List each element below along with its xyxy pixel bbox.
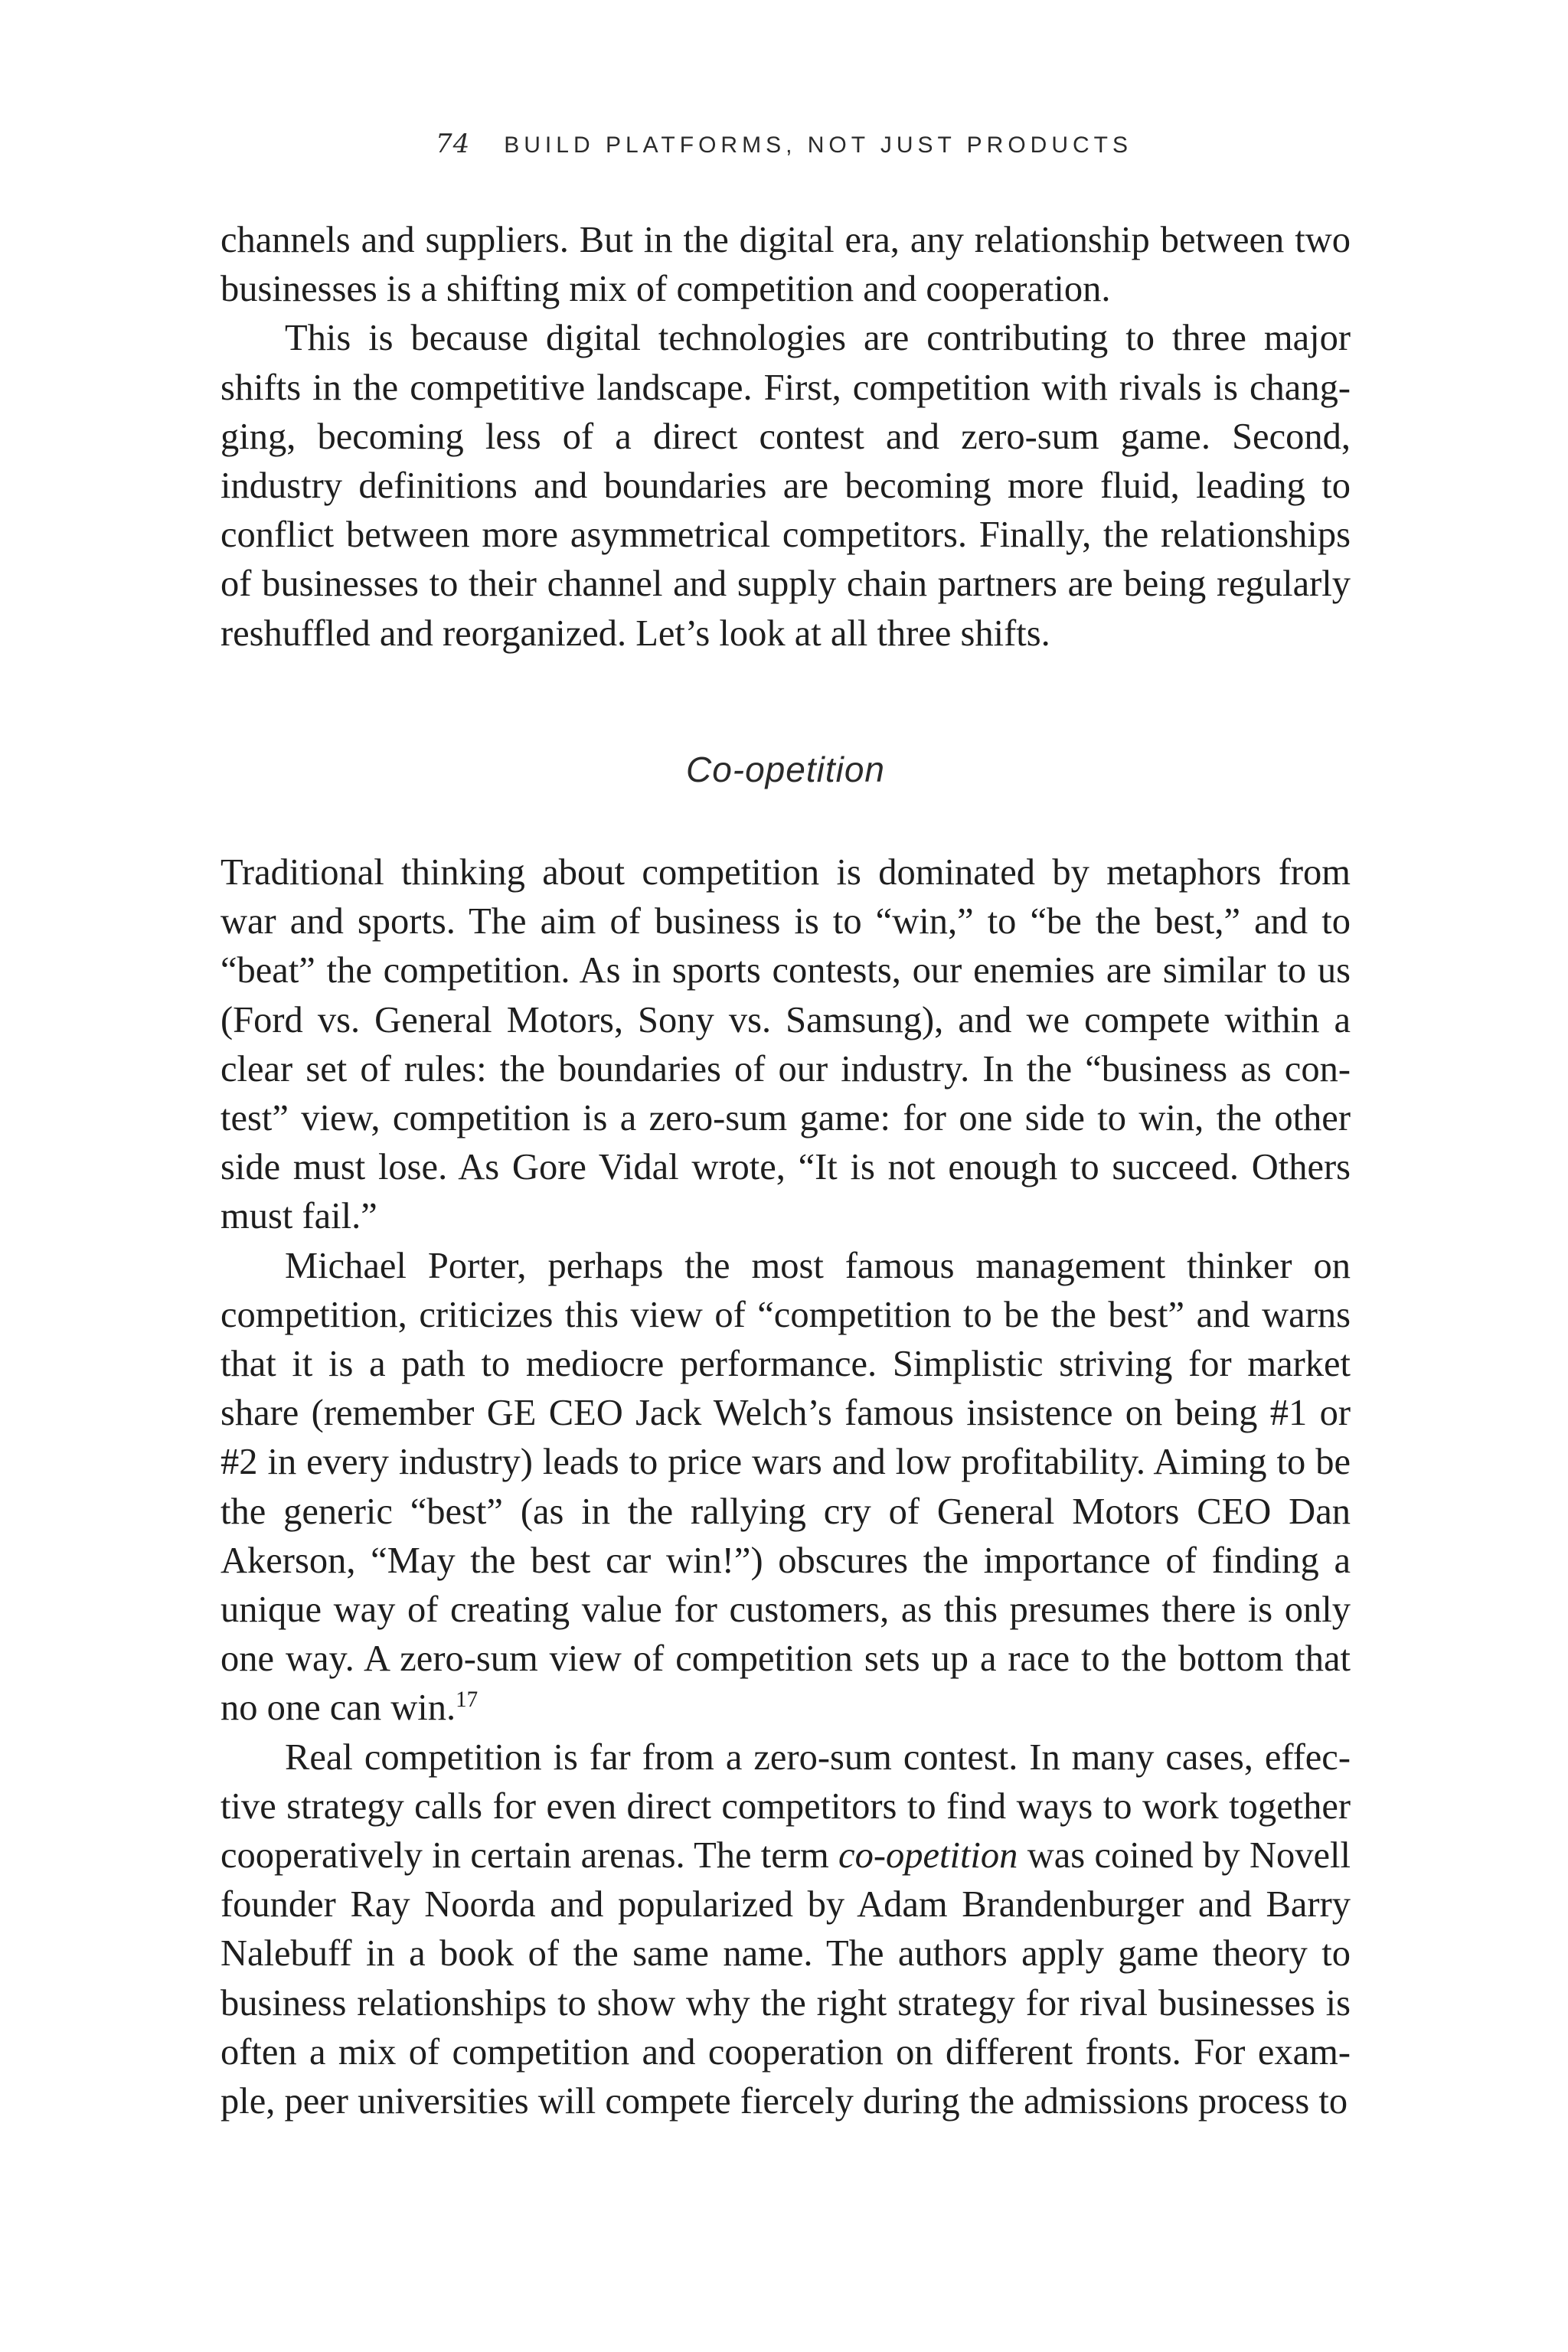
body-text-section <box>220 848 1351 2126</box>
body-text-top <box>220 216 1351 658</box>
running-header <box>0 129 1568 159</box>
paragraph-real-competition-start: Real competition is far from a zero-sum contest. In many cases, effective strategy calls for even direct competitors to find ways to work together cooperatively in certain arenas. The term <box>220 1736 1351 1877</box>
paragraph-real-competition <box>220 1733 1351 2127</box>
paragraph-michael-porter-text: Michael Porter, perhaps the most famous management thinker on competition, criticizes this view of “competition to be the best” and warns that it is a path to mediocre performance. Simplistic striving for market share (remember GE CEO Jack Welch’s famous insistence on being #1 or #2 in every industry) leads to price wars and low profitability. Aiming to be the generic “best” (as in the rallying cry of General Motors CEO Dan Akerson, “May the best car win!”) obscures the importance of finding a unique way of creating value for customers, as this presumes there is only one way. A zero-sum view of competition sets up a race to the bottom that no one can win. <box>220 1245 1351 1729</box>
paragraph-michael-porter <box>220 1242 1351 1733</box>
term-co-opetition: co-opetition <box>838 1835 1018 1877</box>
paragraph-traditional-thinking: Traditional thinking about competition is dominated by metaphors from war and sports. The aim of business is to “win,” to “be the best,” and to “beat” the competition. As in sports contests, our enemies are similar to us (Ford vs. General Motors, Sony vs. Samsung), and we compete within a clear set of rules: the boundaries of our industry. In the “business as contest” view, competition is a zero-sum game: for one side to win, the other side must lose. As Gore Vidal wrote, “It is not enough to succeed. Others must fail.” <box>220 852 1351 1237</box>
paragraph-three-shifts: This is because digital technologies are contributing to three major shifts in the competitive landscape. First, competition with rivals is changging, becoming less of a direct contest and zero-sum game. Second, industry definitions and boundaries are becoming more fluid, leading to conflict between more asymmetrical competitors. Finally, the relationships of businesses to their channel and supply chain partners are being regularly reshuffled and reorganized. Let’s look at all three shifts. <box>220 318 1351 654</box>
paragraph-real-competition-end: was coined by Novell founder Ray Noorda and popularized by Adam Brandenburger and Barry Nalebuff in a book of the same name. The authors apply game theory to business relationships to show why the right strategy for rival businesses is often a mix of competition and cooperation on different fronts. For example, peer universities will compete fiercely during the admissions process to <box>220 1835 1351 2122</box>
running-title: BUILD PLATFORMS, NOT JUST PRODUCTS <box>504 132 1132 158</box>
section-heading: Co-opetition <box>685 750 886 789</box>
footnote-marker: 17 <box>456 1687 479 1713</box>
page-number: 74 <box>435 129 471 159</box>
paragraph-continued: channels and suppliers. But in the digital era, any relationship between two businesses is a shifting mix of competition and cooperation. <box>220 220 1351 310</box>
